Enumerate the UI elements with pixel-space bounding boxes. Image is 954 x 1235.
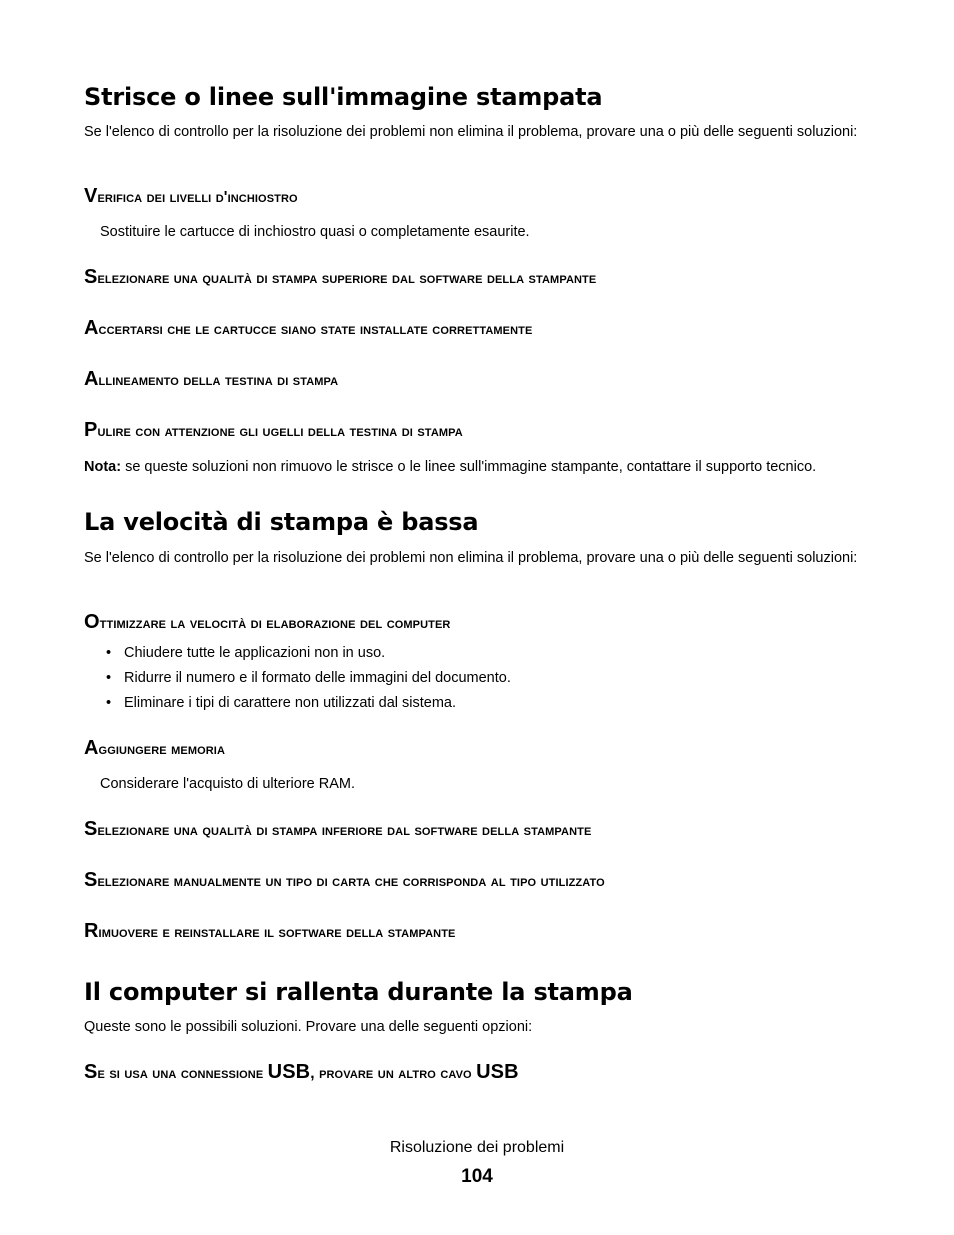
note-label: Nota: (84, 459, 122, 475)
subheading-qualita-inferiore: Selezionare una qualità di stampa inferiore dal software della stampante (84, 818, 592, 840)
intro-paragraph: Se l'elenco di controllo per la risoluzione dei problemi non elimina il problema, provare una o più delle seguenti soluzioni: (84, 124, 858, 140)
subheading-allineamento: Allineamento della testina di stampa (84, 368, 339, 390)
footer-section-name: Risoluzione dei problemi (389, 1139, 565, 1156)
subheading-usb: Se si usa una connessione USB, provare un altro cavo USB (84, 1061, 519, 1083)
section-title-strisce: Strisce o linee sull'immagine stampata (84, 83, 603, 111)
subheading-manuale: Selezionare manualmente un tipo di carta che corrisponda al tipo utilizzato (84, 869, 605, 891)
paragraph-verifica: Sostituire le cartucce di inchiostro quasi o completamente esaurite. (100, 224, 530, 240)
intro-paragraph: Se l'elenco di controllo per la risoluzione dei problemi non elimina il problema, provare una o più delle seguenti soluzioni: (84, 550, 858, 566)
list-item-text: Chiudere tutte le applicazioni non in uso. (124, 645, 386, 661)
note-paragraph (84, 457, 904, 477)
list-item (106, 693, 456, 713)
bullet-icon: • (106, 695, 112, 711)
section-title-computer: Il computer si rallenta durante la stampa (84, 978, 633, 1006)
subheading-ottimizzare: Ottimizzare la velocità di elaborazione del computer (84, 611, 451, 633)
note-text: se queste soluzioni non rimuovo le strisce o le linee sull'immagine stampante, contattare il supporto tecnico. (121, 459, 817, 475)
bullet-icon: • (106, 645, 112, 661)
intro-paragraph: Queste sono le possibili soluzioni. Provare una delle seguenti opzioni: (84, 1019, 533, 1035)
section-title-velocita: La velocità di stampa è bassa (84, 508, 479, 536)
subheading-memoria: Aggiungere memoria (84, 737, 225, 759)
subheading-verifica: Verifica dei livelli d'inchiostro (84, 185, 298, 207)
list-item (106, 668, 511, 688)
subheading-accertarsi: Accertarsi che le cartucce siano state installate correttamente (84, 317, 533, 339)
subheading-qualita-superiore: Selezionare una qualità di stampa superiore dal software della stampante (84, 266, 597, 288)
list-item-text: Ridurre il numero e il formato delle immagini del documento. (124, 670, 511, 686)
list-item-text: Eliminare i tipi di carattere non utilizzati dal sistema. (124, 695, 457, 711)
page-number: 104 (461, 1166, 493, 1187)
subheading-pulire: Pulire con attenzione gli ugelli della testina di stampa (84, 419, 463, 441)
bullet-icon: • (106, 670, 112, 686)
paragraph-memoria: Considerare l'acquisto di ulteriore RAM. (100, 776, 356, 792)
subheading-rimuovere: Rimuovere e reinstallare il software della stampante (84, 920, 456, 942)
list-item (106, 643, 385, 663)
